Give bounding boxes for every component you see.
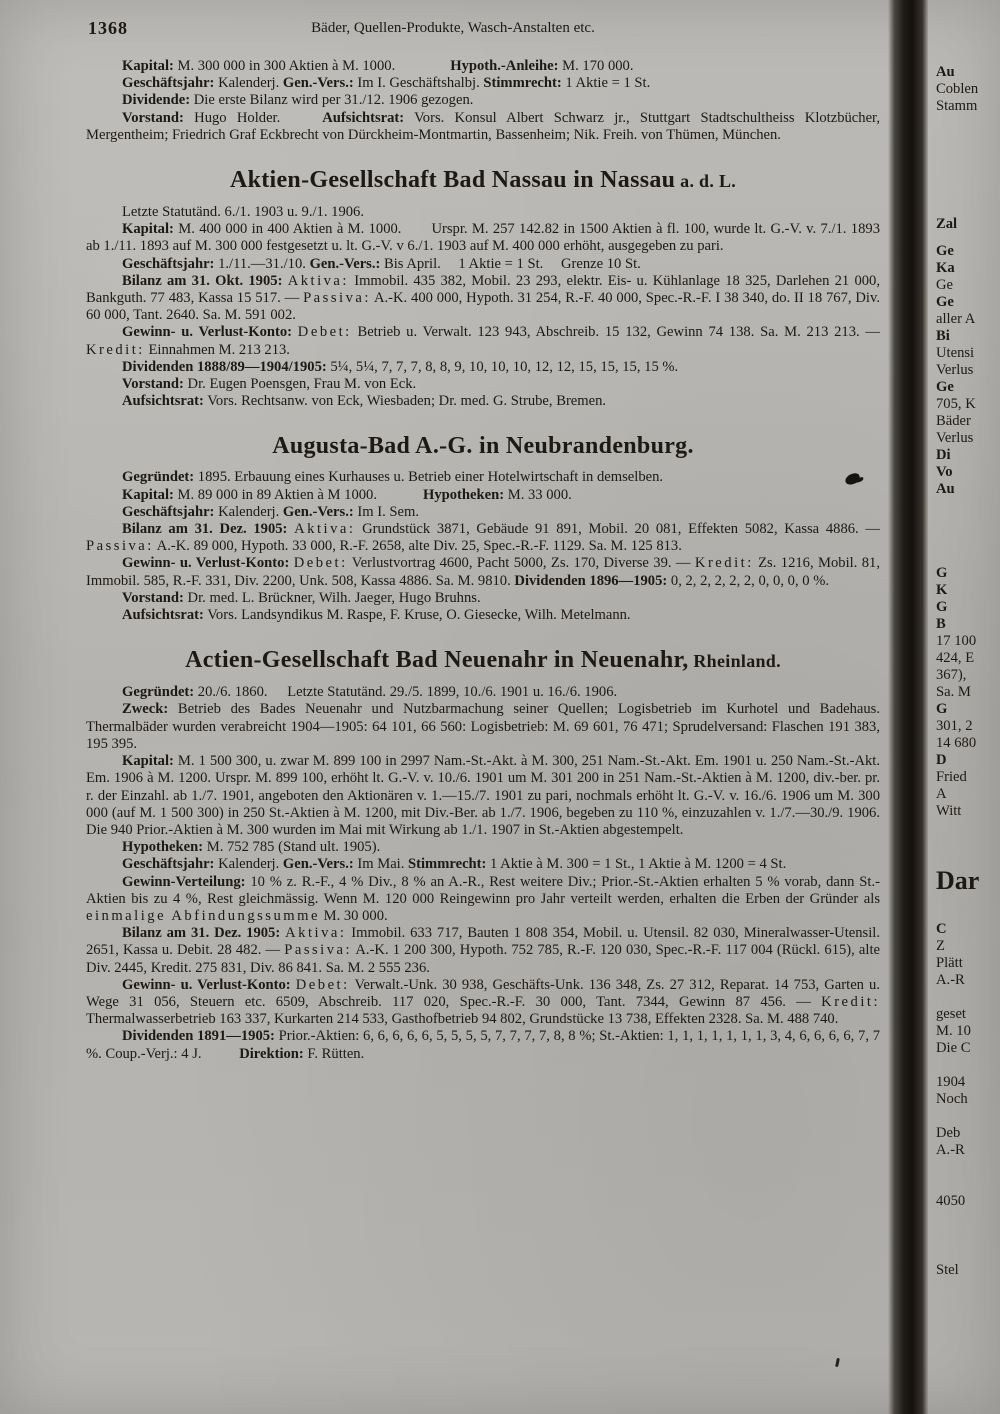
text-run: 1./11.—31./10.	[214, 255, 310, 272]
cut-off-text-fragment: Ge	[936, 277, 954, 293]
text-run: Vors. Landsyndikus M. Raspe, F. Kruse, O. Giesecke, Wilh. Metelmann.	[203, 607, 631, 624]
entry-paragraph	[86, 977, 880, 1029]
text-run: Hugo Holder.	[183, 109, 281, 126]
bold-label: Gewinn-Verteilung:	[122, 873, 246, 890]
text-run: M. 170 000.	[558, 58, 634, 74]
text-run: Kalenderj.	[214, 503, 283, 520]
text-run: 1895. Erbauung eines Kurhauses u. Betrieb einer Hotelwirtschaft in demselben.	[194, 469, 664, 486]
text-run: Grenze 10 St.	[560, 255, 641, 272]
cut-off-text-fragment: Coblen	[936, 81, 979, 97]
text-run: Immobil. 633 717, Bauten 1 808 354, Mobil. u. Utensil. 82 030, Mineralwasser-Utensil. 2651, Kassa u. Debit. 28 482. —	[86, 925, 880, 959]
bold-label: Dividenden 1896—1905:	[514, 572, 668, 589]
company-entry	[86, 166, 880, 410]
text-run: 20./6. 1860.	[194, 684, 272, 701]
cut-off-text-fragment: Fried	[936, 769, 967, 785]
entry-paragraph	[86, 58, 880, 75]
cut-off-text-fragment: 705, K	[936, 396, 976, 412]
cut-off-text-fragment: D	[936, 752, 947, 768]
cut-off-text-fragment: K	[936, 582, 948, 598]
bold-label: Gen.-Vers.:	[282, 856, 354, 873]
cut-off-text-fragment: Stamm	[936, 98, 978, 114]
cut-off-text-fragment: 367),	[936, 667, 967, 683]
text-run: Vors. Konsul Albert Schwarz jr., Stuttgart Stadtschultheiss Klotzbücher, Mergentheim; Friedrich Graf Eckbrecht von Dürckheim-Montmartin, Bassenheim; Nik. Freih. von Thümen, München.	[86, 109, 880, 143]
cut-off-text-fragment: geset	[936, 1006, 966, 1022]
bold-label: Dividenden 1891—1905:	[122, 1028, 275, 1045]
cut-off-text-fragment: 14 680	[936, 735, 977, 751]
bold-label: Gen.-Vers.:	[282, 503, 354, 520]
bold-label: Bilanz am 31. Dez. 1905:	[122, 925, 281, 942]
cut-off-text-fragment: Dar	[936, 866, 980, 895]
text-run: Die erste Bilanz wird per 31./12. 1906 gezogen.	[190, 92, 474, 109]
text-run: 5¼, 5¼, 7, 7, 7, 8, 8, 9, 10, 10, 10, 12, 12, 15, 15, 15, 15 %.	[326, 358, 679, 375]
company-title-main: Aktien-Gesellschaft Bad Nassau in Nassau	[229, 167, 676, 194]
cut-off-text-fragment: G	[936, 565, 948, 581]
company-entry	[86, 646, 880, 1062]
book-gutter-shadow	[888, 0, 928, 1414]
entry-paragraph	[86, 753, 880, 839]
company-title-suffix: a. d. L.	[675, 171, 737, 192]
company-title	[86, 166, 880, 195]
text-run: Kredit:	[86, 341, 145, 358]
text-run: Kredit:	[694, 555, 754, 572]
text-run: Debet:	[293, 555, 348, 572]
cut-off-text-fragment: Bäder	[936, 413, 971, 429]
text-run: Verlustvortrag 4600, Pacht 5000, Zs. 170, Diverse 39. —	[347, 555, 695, 572]
entry-paragraph	[86, 221, 880, 255]
text-run: Kredit:	[821, 993, 880, 1010]
text-run: Passiva:	[303, 290, 371, 307]
bold-label: Aufsichtsrat:	[122, 393, 204, 410]
entry-paragraph	[86, 607, 880, 624]
text-run: Einnahmen M. 213 213.	[144, 341, 290, 358]
cut-off-text-fragment: aller A	[936, 311, 976, 327]
cut-off-text-fragment: Witt	[936, 803, 962, 819]
entry-paragraph	[86, 487, 880, 504]
text-run: 10 % z. R.-F., 4 % Div., 8 % an A.-R., Rest weitere Div.; Prior.-St.-Aktien erhalten 5 % vorab, dann St.-Aktien bis zu 4 %, Rest gleichmässig. Wenn M. 120 000 Reingewinn pro Jahr verteilt werden, erhalten die Erben der Gründer als	[86, 873, 880, 907]
cut-off-text-fragment: 301, 2	[936, 718, 973, 734]
bold-label: Stimmrecht:	[483, 75, 562, 92]
text-run: M. 30 000.	[319, 907, 388, 924]
cut-off-text-fragment: Vo	[936, 464, 953, 480]
cut-off-text-fragment: Zal	[936, 216, 958, 232]
cut-off-text-fragment: Z	[936, 938, 945, 954]
text-run: Verwalt.-Unk. 30 938, Geschäfts-Unk. 136 348, Zs. 27 312, Reparat. 14 753, Garten u. Wege 31 056, Steuern etc. 6509, Abschreib. 117 020, Spec.-R.-F. 30 000, Tant. 7344, Gewinn 87 456. —	[86, 976, 880, 1010]
page-number: 1368	[88, 18, 128, 38]
adjacent-page-column	[934, 0, 1000, 1414]
text-run: Letzte Statutänd. 6./1. 1903 u. 9./1. 1906.	[122, 204, 364, 221]
company-title-suffix: Rheinland.	[688, 651, 781, 672]
text-run: Dr. Eugen Poensgen, Frau M. von Eck.	[183, 376, 417, 393]
text-run: Dr. med. L. Brückner, Wilh. Jaeger, Hugo Bruhns.	[183, 589, 481, 606]
cut-off-text-fragment: Au	[936, 481, 955, 497]
text-run: Im I. Sem.	[353, 503, 419, 520]
entry-paragraph	[86, 874, 880, 926]
inline-gap-spacer	[205, 1057, 239, 1058]
bold-label: Kapital:	[122, 221, 174, 238]
bold-label: Hypotheken:	[122, 839, 204, 856]
bold-label: Vorstand:	[122, 109, 184, 126]
bold-label: Geschäftsjahr:	[122, 856, 215, 873]
text-run: Aktiva:	[294, 521, 356, 538]
text-run: Betrieb u. Verwalt. 123 943, Abschreib. 15 132, Gewinn 74 138. Sa. M. 213 213. —	[351, 324, 881, 341]
company-title	[86, 432, 880, 460]
entry-paragraph	[86, 273, 880, 325]
bold-label: Gen.-Vers.:	[309, 255, 381, 272]
cut-off-text-fragment: Verlus	[936, 362, 974, 378]
text-run: Aktiva:	[285, 925, 347, 942]
text-run: M. 400 000 in 400 Aktien à M. 1000.	[173, 221, 402, 238]
text-run: Vors. Rechtsanw. von Eck, Wiesbaden; Dr. med. G. Strube, Bremen.	[203, 393, 607, 410]
text-run: 1 Aktie = 1 St.	[561, 75, 651, 92]
bold-label: Vorstand:	[122, 376, 184, 393]
bold-label: Kapital:	[122, 486, 174, 503]
entry-paragraph	[86, 504, 880, 521]
inline-gap-spacer	[444, 267, 458, 268]
inline-gap-spacer	[547, 267, 561, 268]
entry-paragraph	[86, 469, 880, 486]
text-run: Im I. Geschäftshalbj.	[353, 75, 484, 92]
bold-label: Aufsichtsrat:	[122, 607, 204, 624]
cut-off-text-fragment: 424, E	[936, 650, 975, 666]
entry-paragraph	[86, 393, 880, 410]
text-run: M. 752 785 (Stand ult. 1905).	[203, 839, 381, 856]
cut-off-text-fragment: Utensi	[936, 345, 975, 361]
cut-off-text-fragment: Ka	[936, 260, 955, 276]
scan-speck	[835, 1358, 840, 1367]
cut-off-text-fragment: Stel	[936, 1262, 959, 1278]
bold-label: Kapital:	[122, 753, 174, 770]
cut-off-text-fragment: 17 100	[936, 633, 977, 649]
entry-paragraph	[86, 204, 880, 221]
bold-label: Gewinn- u. Verlust-Konto:	[122, 976, 291, 993]
cut-off-text-fragment: C	[936, 921, 947, 937]
entry-paragraph	[86, 256, 880, 273]
running-header: Bäder, Quellen-Produkte, Wasch-Anstalten etc.	[311, 20, 595, 36]
cut-off-text-fragment: G	[936, 701, 948, 717]
cut-off-text-fragment: A.-R	[936, 972, 965, 988]
bold-label: Hypoth.-Anleihe:	[450, 58, 559, 74]
company-title-main: Augusta-Bad A.-G. in Neubrandenburg.	[272, 433, 694, 460]
cut-off-text-fragment: 1904	[936, 1074, 966, 1090]
company-entry	[86, 432, 880, 624]
cut-off-text-fragment: A.-R	[936, 1142, 965, 1158]
text-run: Immobil. 435 382, Mobil. 23 293, elektr. Eis- u. Kühlanlage 18 325, Darlehen 21 000, Bankguth. 77 483, Kassa 15 517. —	[86, 272, 880, 307]
text-run: Zs. 1216, Mobil. 81, Immobil. 585, R.-F. 331, Div. 2200, Unk. 508, Kassa 4886. Sa. M. 9810.	[86, 555, 880, 589]
entry-paragraph	[86, 75, 880, 92]
cut-off-text-fragment: Plätt	[936, 955, 963, 971]
entry-paragraph	[86, 925, 880, 977]
text-run: Kalenderj.	[214, 856, 283, 873]
entry-paragraph	[86, 555, 880, 589]
entry-paragraph	[86, 521, 880, 555]
text-run: A.-K. 1 200 300, Hypoth. 752 785, R.-F. 120 030, Spec.-R.-F. 117 004 (Rückl. 615), alte Div. 2445, Kredit. 275 831, Div. 86 841. Sa. M. 2 555 236.	[86, 942, 880, 976]
text-run: Betrieb des Bades Neuenahr und Nutzbarmachung seiner Quellen; Logisbetrieb im Kurhotel und Badehaus. Thermalbäder wurden verabreicht 1904—1905: 64 101, 66 560: Logisbetrieb: M. 69 601, 76 471; Sprudelversand: Flaschen 191 383, 195 395.	[86, 701, 880, 752]
main-text-column	[86, 58, 880, 1063]
text-run: Debet:	[297, 324, 352, 341]
bold-label: Vorstand:	[122, 589, 184, 606]
text-run: M. 89 000 in 89 Aktien à M 1000.	[173, 486, 377, 503]
cut-off-text-fragment: Verlus	[936, 430, 974, 446]
text-run: F. Rütten.	[303, 1045, 365, 1062]
inline-gap-spacer	[395, 69, 450, 70]
text-run: Prior.-Aktien: 6, 6, 6, 6, 6, 5, 5, 5, 5, 7, 7, 7, 7, 8, 8 %; St.-Aktien: 1, 1, 1, 1, 1, 1, 1, 3, 4, 6, 6, 6, 6, 7, 7 %. Coup.-Verj.: 4 J.	[86, 1028, 881, 1062]
cut-off-text-fragment: B	[936, 616, 946, 632]
entry-paragraph	[86, 684, 880, 701]
entry-paragraph	[86, 839, 880, 856]
bold-label: Hypotheken:	[422, 486, 505, 503]
cut-off-text-fragment: Ge	[936, 294, 954, 310]
bold-label: Gegründet:	[122, 684, 195, 701]
text-run: einmalige Abfindungssumme	[86, 907, 320, 924]
cut-off-text-fragment: Sa. M	[936, 684, 971, 700]
text-run: M. 33 000.	[504, 486, 572, 503]
bold-label: Zweck:	[122, 701, 169, 718]
text-run: Bis April.	[380, 255, 445, 272]
bold-label: Geschäftsjahr:	[122, 503, 215, 520]
text-run: Kalenderj.	[214, 75, 283, 92]
cut-off-text-fragment: Au	[936, 64, 955, 80]
bold-label: Bilanz am 31. Okt. 1905:	[122, 272, 283, 289]
cut-off-text-fragment: Bi	[936, 328, 950, 344]
text-run: M. 1 500 300, u. zwar M. 899 100 in 2997 Nam.-St.-Akt. à M. 300, 251 Nam.-St.-Akt. Em. 1901 u. 250 Nam.-St.-Akt. Em. 1906 à M. 1200. Urspr. M. 899 100, erhöht lt. G.-V. v. 10./6. 1901 um M. 301 200 in 251 Nam.-St.-Aktien à M. 1200, div.-ber. pr. r. der Einzahl. ab 1./7. 1901, angeboten den Aktionären v. 1.—15./7. 1901 zu pari, nochmals erhöht lt. G.-V. v. 16./6. 1906 um M. 300 000 (auf M. 1 500 300) in 250 St.-Aktien à M. 1200, mit Div.-Ber. ab 1./7. 1906, begeben zu 110 %, einzuzahlen v. 1./7.—30./9. 1906. Die 940 Prior.-Aktien à M. 300 wurden im Mai mit Wirkung ab 1./1. 1907 in St.-Aktien abgestempelt.	[86, 753, 880, 838]
bold-label: Dividende:	[122, 92, 191, 109]
bold-label: Direktion:	[239, 1045, 304, 1062]
bold-label: Gegründet:	[122, 469, 195, 486]
bold-label: Geschäftsjahr:	[122, 75, 215, 92]
entry-paragraph	[86, 324, 880, 358]
text-run: A.-K. 400 000, Hypoth. 31 254, R.-F. 40 000, Spec.-R.-F. I 38 340, do. II 18 767, Div. 60 000, Tant. 2640. Sa. M. 591 002.	[86, 290, 880, 324]
inline-gap-spacer	[280, 121, 322, 122]
cut-off-text-fragment: Ge	[936, 379, 954, 395]
company-title-main: Actien-Gesellschaft Bad Neuenahr in Neuenahr,	[185, 647, 689, 674]
bold-label: Kapital:	[122, 58, 174, 74]
entry-paragraph	[86, 92, 880, 109]
bold-label: Gewinn- u. Verlust-Konto:	[122, 555, 290, 572]
cut-off-text-fragment: Di	[936, 447, 951, 463]
entry-paragraph	[86, 590, 880, 607]
bold-label: Geschäftsjahr:	[122, 255, 215, 272]
inline-gap-spacer	[271, 695, 287, 696]
cut-off-text-fragment: Noch	[936, 1091, 968, 1107]
text-run: Debet:	[295, 976, 350, 993]
cut-off-text-fragment: M. 10	[936, 1023, 971, 1039]
bold-label: Dividenden 1888/89—1904/1905:	[122, 358, 327, 375]
text-run: Urspr. M. 257 142.82 in 1500 Aktien à fl. 100, wurde lt. G.-V. v. 7./1. 1893 ab 1./11. 1893 auf M. 300 000 festgesetzt u. lt. G.-V. v 6./1. 1903 auf M. 400 000 erhöht, ausgegeben zu pari.	[86, 221, 880, 255]
bold-label: Gewinn- u. Verlust-Konto:	[122, 324, 293, 341]
company-title	[86, 646, 880, 675]
cut-off-text-fragment: A	[936, 786, 947, 802]
page-header	[86, 16, 880, 46]
bold-label: Stimmrecht:	[408, 856, 487, 873]
entry-paragraph	[86, 110, 880, 144]
inline-gap-spacer	[401, 232, 431, 233]
entry-paragraph	[86, 701, 880, 753]
cut-off-text-fragment: 4050	[936, 1193, 966, 1209]
entry-paragraph	[86, 359, 880, 376]
text-run: Passiva:	[284, 942, 353, 959]
text-run: 0, 2, 2, 2, 2, 2, 0, 0, 0, 0 %.	[667, 572, 829, 589]
text-run: Passiva:	[86, 538, 154, 555]
company-entry	[86, 58, 880, 144]
text-run: Grundstück 3871, Gebäude 91 891, Mobil. 20 081, Effekten 5082, Kassa 4886. —	[355, 521, 880, 538]
entry-paragraph	[86, 856, 880, 873]
inline-gap-spacer	[377, 498, 423, 499]
text-run: M. 300 000 in 300 Aktien à M. 1000.	[173, 58, 396, 74]
text-run: Im Mai.	[353, 856, 409, 873]
text-run: 1 Aktie à M. 300 = 1 St., 1 Aktie à M. 1200 = 4 St.	[486, 856, 787, 873]
bold-label: Bilanz am 31. Dez. 1905:	[122, 521, 288, 538]
bold-label: Aufsichtsrat:	[322, 109, 405, 126]
cut-off-text-fragment: Ge	[936, 243, 954, 259]
text-run: 1 Aktie = 1 St.	[458, 255, 547, 272]
text-run: Aktiva:	[287, 272, 349, 289]
text-run: Thermalwasserbetrieb 163 337, Kurkarten 214 533, Gasthofbetrieb 94 802, Grundstücke 13 738, Effekten 2328. Sa. M. 488 740.	[86, 1011, 839, 1028]
text-run: A.-K. 89 000, Hypoth. 33 000, R.-F. 2658, alte Div. 25, Spec.-R.-F. 1129. Sa. M. 125 813.	[153, 538, 682, 555]
text-run: Letzte Statutänd. 29./5. 1899, 10./6. 1901 u. 16./6. 1906.	[287, 684, 618, 701]
cut-off-text-fragment: G	[936, 599, 948, 615]
bold-label: Gen.-Vers.:	[282, 75, 354, 92]
cut-off-text-fragment: Deb	[936, 1125, 961, 1141]
entry-paragraph	[86, 376, 880, 393]
entry-paragraph	[86, 1028, 880, 1062]
cut-off-text-fragment: Die C	[936, 1040, 971, 1056]
